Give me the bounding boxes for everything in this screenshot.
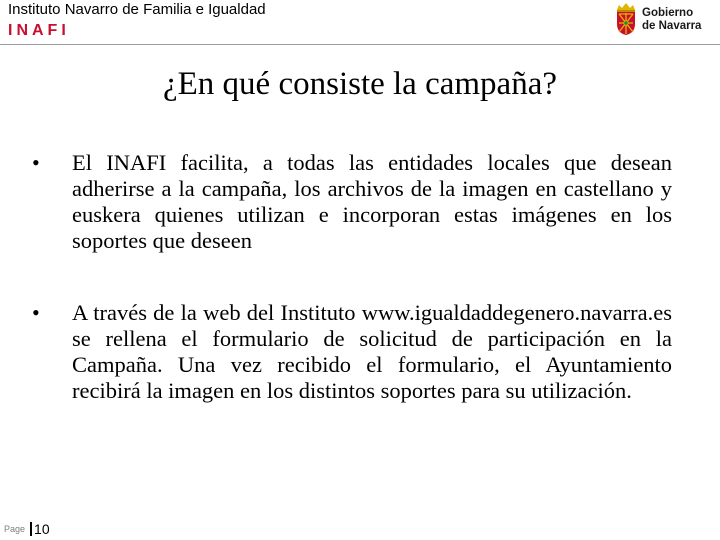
bullet-marker: • <box>32 150 40 175</box>
bullet-item-2 <box>28 300 672 404</box>
organization-acronym: INAFI <box>8 22 70 39</box>
navarra-coat-of-arms-icon <box>614 2 638 36</box>
slide-header <box>0 0 720 45</box>
bullet-text: A través de la web del Instituto www.igualdaddegenero.navarra.es se rellena el formulario de solicitud de participación en la Campaña. Una vez recibido el formulario, el Ayuntamiento recibirá la imagen en los distintos soportes para su utilización. <box>72 300 672 403</box>
gobierno-de-navarra-text <box>642 7 701 32</box>
page-divider <box>30 522 32 536</box>
bullet-item-1 <box>28 150 672 254</box>
bullet-text: El INAFI facilita, a todas las entidades locales que desean adherirse a la campaña, los archivos de la imagen en castellano y euskera quienes utilizan e incorporan estas imágenes en los soportes que deseen <box>72 150 672 253</box>
bullet-marker: • <box>32 300 40 325</box>
slide-title: ¿En qué consiste la campaña? <box>163 66 557 102</box>
gov-logo-line1: Gobierno <box>642 7 694 19</box>
bullet-list <box>28 150 672 404</box>
gov-logo-line2: de Navarra <box>642 19 702 32</box>
page-label: Page <box>4 523 26 534</box>
gobierno-de-navarra-logo <box>614 2 714 38</box>
organization-name: Instituto Navarro de Familia e Igualdad <box>8 1 266 18</box>
page-footer <box>4 520 50 540</box>
page-number: 10 <box>34 520 50 537</box>
